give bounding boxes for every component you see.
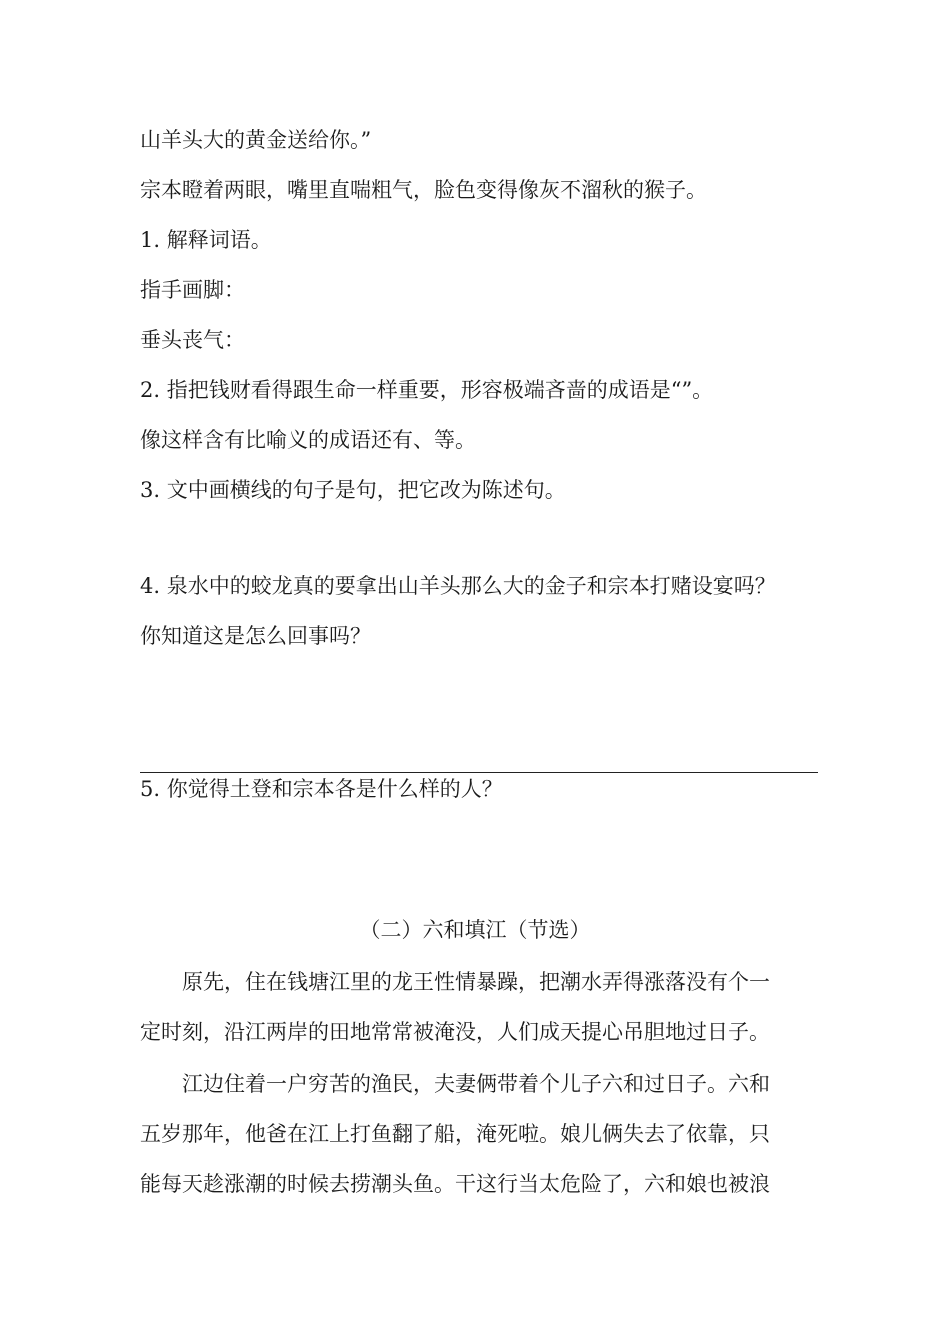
passage1-tail-line2: 宗本瞪着两眼，嘴里直喘粗气，脸色变得像灰不溜秋的猴子。 — [140, 178, 707, 202]
question2-line1: 2. 指把钱财看得跟生命一样重要，形容极端吝啬的成语是“”。 — [140, 378, 714, 402]
question5: 5. 你觉得土登和宗本各是什么样的人？ — [140, 777, 503, 801]
question1-term-a: 指手画脚： — [140, 278, 245, 302]
question1-term-b: 垂头丧气： — [140, 328, 245, 352]
passage1-tail-line1: 山羊头大的黄金送给你。” — [140, 128, 372, 152]
passage2-p1-line2: 定时刻，沿江两岸的田地常常被淹没，人们成天提心吊胆地过日子。 — [140, 1020, 770, 1044]
question4-line1: 4. 泉水中的蛟龙真的要拿出山羊头那么大的金子和宗本打赌设宴吗？ — [140, 574, 776, 598]
question3: 3. 文中画横线的句子是句，把它改为陈述句。 — [140, 478, 566, 502]
passage2-p2-line1: 江边住着一户穷苦的渔民，夫妻俩带着个儿子六和过日子。六和 — [182, 1072, 770, 1096]
question4-line2: 你知道这是怎么回事吗？ — [140, 624, 371, 648]
passage2-p2-line3: 能每天趁涨潮的时候去捞潮头鱼。干这行当太危险了，六和娘也被浪 — [140, 1172, 770, 1196]
passage2-title: （二）六和填江（节选） — [359, 918, 591, 942]
passage2-p1-line1: 原先，住在钱塘江里的龙王性情暴躁，把潮水弄得涨落没有个一 — [182, 970, 770, 994]
question1-heading: 1. 解释词语。 — [140, 228, 272, 252]
question2-line2: 像这样含有比喻义的成语还有、等。 — [140, 428, 476, 452]
answer-line — [140, 772, 818, 773]
passage2-p2-line2: 五岁那年，他爸在江上打鱼翻了船，淹死啦。娘儿俩失去了依靠，只 — [140, 1122, 770, 1146]
